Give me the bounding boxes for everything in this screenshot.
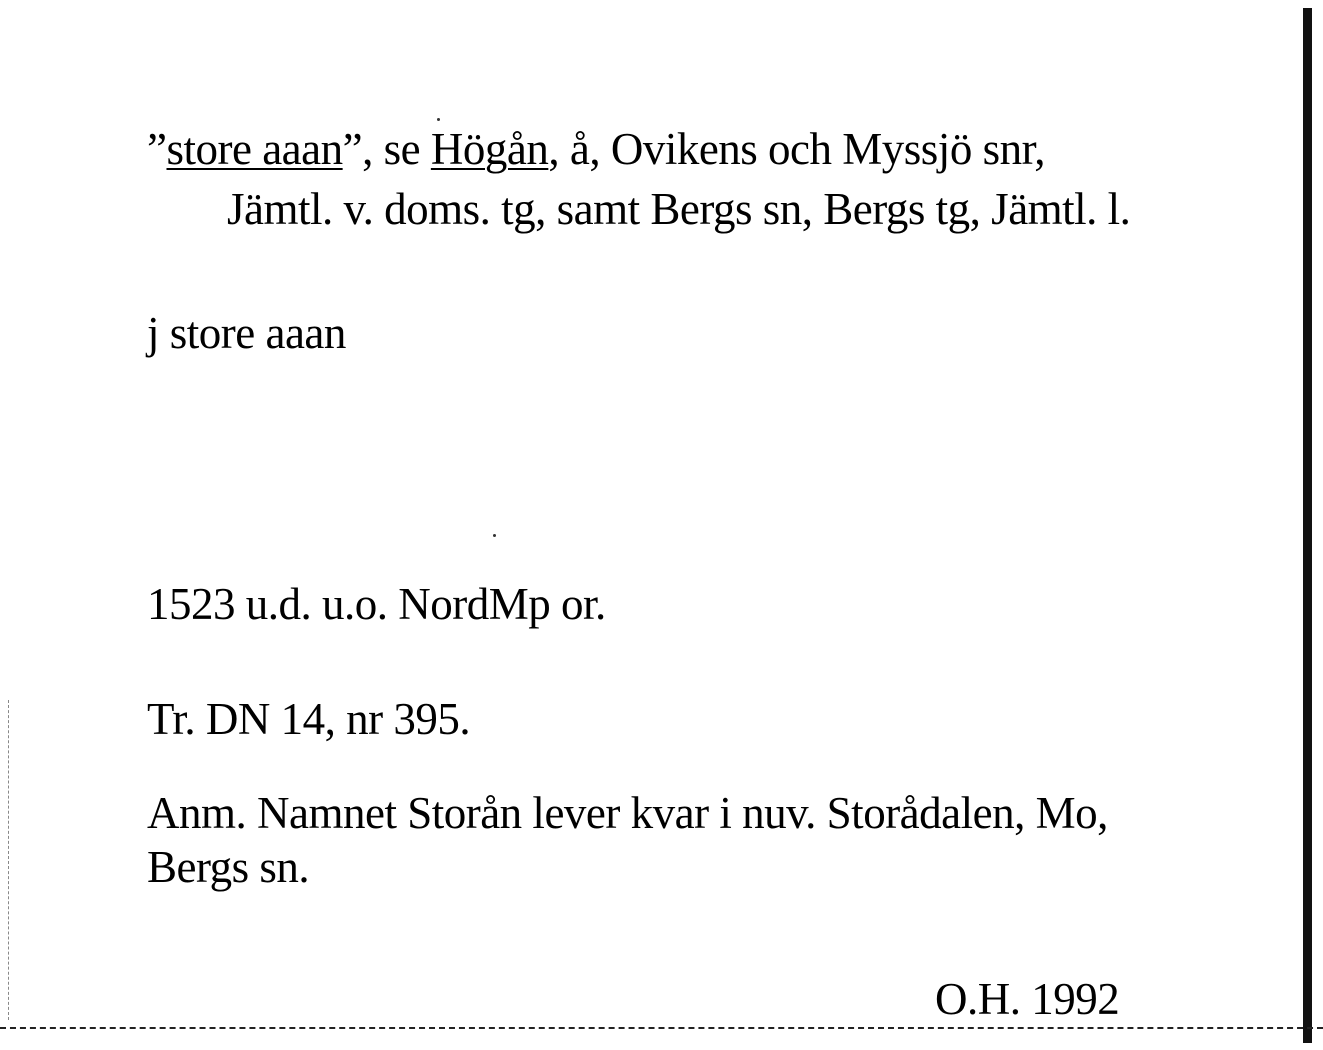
scan-speck (437, 118, 440, 121)
name-form: j store aaan (147, 308, 346, 358)
card-bottom-edge (0, 1027, 1323, 1029)
reference-name: Högån (430, 124, 549, 174)
note-line-1: Anm. Namnet Storån lever kvar i nuv. Storådalen, Mo, (147, 788, 1108, 838)
close-quote: ”, se (342, 124, 431, 174)
heading-rest: , å, Ovikens och Myssjö snr, (548, 124, 1046, 174)
note-line-2: Bergs sn. (147, 842, 310, 892)
headword: store aaan (166, 124, 343, 174)
print-reference: Tr. DN 14, nr 395. (147, 694, 471, 744)
heading-line-2: Jämtl. v. doms. tg, samt Bergs sn, Bergs tg, Jämtl. l. (227, 184, 1131, 234)
signature: O.H. 1992 (935, 974, 1120, 1024)
heading-line-1 (147, 120, 1045, 178)
open-quote: ” (147, 124, 167, 174)
card-right-border (1303, 8, 1312, 1043)
card-left-edge (8, 700, 9, 1020)
scan-speck (493, 534, 496, 537)
source-line: 1523 u.d. u.o. NordMp or. (147, 579, 606, 629)
